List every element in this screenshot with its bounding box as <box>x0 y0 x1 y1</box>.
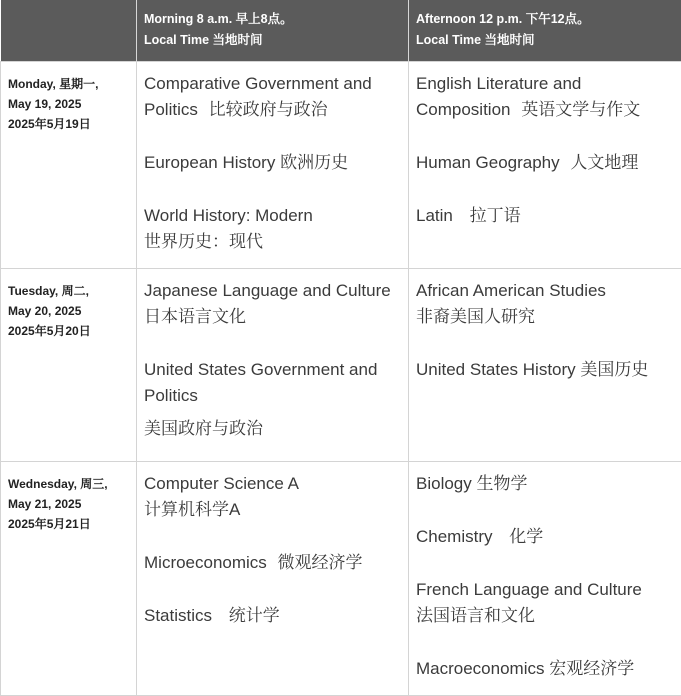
date-chinese: 2025年5月19日 <box>8 114 130 134</box>
course-item <box>144 471 401 523</box>
course-item <box>144 550 401 576</box>
course-item <box>144 357 401 442</box>
course-item <box>416 577 674 629</box>
afternoon-cell <box>409 461 681 695</box>
course-item <box>416 71 674 123</box>
course-item <box>144 203 401 255</box>
course-name-zh: 化学 <box>509 527 543 546</box>
course-name-en: Japanese Language and Culture <box>144 278 401 304</box>
course-name-en: Biology <box>416 474 472 493</box>
course-name-en: African American Studies <box>416 278 674 304</box>
morning-cell <box>137 461 409 695</box>
course-name-en: World History: Modern <box>144 203 401 229</box>
course-name-en: Chemistry <box>416 527 493 546</box>
course-item <box>416 150 674 176</box>
course-name-en: Statistics <box>144 606 212 625</box>
course-name-en: European History <box>144 153 275 172</box>
course-name-zh: 生物学 <box>477 474 528 493</box>
course-name-zh: 英语文学与作文 <box>521 100 640 119</box>
afternoon-cell <box>409 61 681 268</box>
course-name-zh: 比较政府与政治 <box>209 100 328 119</box>
header-date <box>1 0 137 61</box>
course-name-zh: 日本语言文化 <box>144 304 401 330</box>
course-name-zh: 宏观经济学 <box>549 659 634 678</box>
table-row-monday <box>1 61 681 268</box>
morning-cell <box>137 61 409 268</box>
table-row-wednesday <box>1 461 681 695</box>
course-name-zh: 美国历史 <box>580 360 648 379</box>
course-name-en: Microeconomics <box>144 553 267 572</box>
header-afternoon-subtitle: Local Time 当地时间 <box>416 30 675 51</box>
course-name-zh: 世界历史：现代 <box>144 229 401 255</box>
course-name-en: English Literature and Composition <box>416 74 581 119</box>
date-cell <box>1 61 137 268</box>
date-chinese: 2025年5月21日 <box>8 514 130 534</box>
course-name-zh: 微观经济学 <box>278 553 363 572</box>
course-name-zh: 拉丁语 <box>470 206 521 225</box>
course-name-zh: 人文地理 <box>570 153 638 172</box>
date-chinese: 2025年5月20日 <box>8 321 130 341</box>
header-row <box>1 0 681 61</box>
date-english: May 19, 2025 <box>8 94 130 114</box>
header-afternoon <box>409 0 681 61</box>
afternoon-cell <box>409 268 681 461</box>
course-name-en: Latin <box>416 206 453 225</box>
course-item <box>144 71 401 123</box>
course-name-zh: 非裔美国人研究 <box>416 304 674 330</box>
morning-cell <box>137 268 409 461</box>
date-weekday: Monday, 星期一, <box>8 74 130 94</box>
date-cell <box>1 461 137 695</box>
course-name-en: United States History <box>416 360 576 379</box>
course-name-en: French Language and Culture <box>416 577 674 603</box>
course-name-zh: 统计学 <box>229 606 280 625</box>
course-item <box>416 357 674 383</box>
header-morning-subtitle: Local Time 当地时间 <box>144 30 401 51</box>
course-item <box>416 203 674 229</box>
course-name-zh: 欧洲历史 <box>280 153 348 172</box>
table-row-tuesday <box>1 268 681 461</box>
course-item <box>416 278 674 330</box>
course-name-en: Human Geography <box>416 153 560 172</box>
header-morning <box>137 0 409 61</box>
course-name-zh: 美国政府与政治 <box>144 416 401 442</box>
course-item <box>416 471 674 497</box>
course-item <box>416 656 674 682</box>
header-morning-title: Morning 8 a.m. 早上8点。 <box>144 9 401 30</box>
course-name-en: Comparative Government and Politics <box>144 74 372 119</box>
header-afternoon-title: Afternoon 12 p.m. 下午12点。 <box>416 9 675 30</box>
course-name-en: Computer Science A <box>144 471 401 497</box>
date-weekday: Tuesday, 周二, <box>8 281 130 301</box>
course-item <box>144 150 401 176</box>
course-item <box>144 278 401 330</box>
course-name-en: Macroeconomics <box>416 659 545 678</box>
course-name-zh: 法国语言和文化 <box>416 603 674 629</box>
date-english: May 21, 2025 <box>8 494 130 514</box>
course-item <box>416 524 674 550</box>
course-item <box>144 603 401 629</box>
course-name-zh: 计算机科学A <box>144 497 401 523</box>
date-weekday: Wednesday, 周三, <box>8 474 130 494</box>
date-english: May 20, 2025 <box>8 301 130 321</box>
course-name-en: United States Government and Politics <box>144 357 401 409</box>
date-cell <box>1 268 137 461</box>
